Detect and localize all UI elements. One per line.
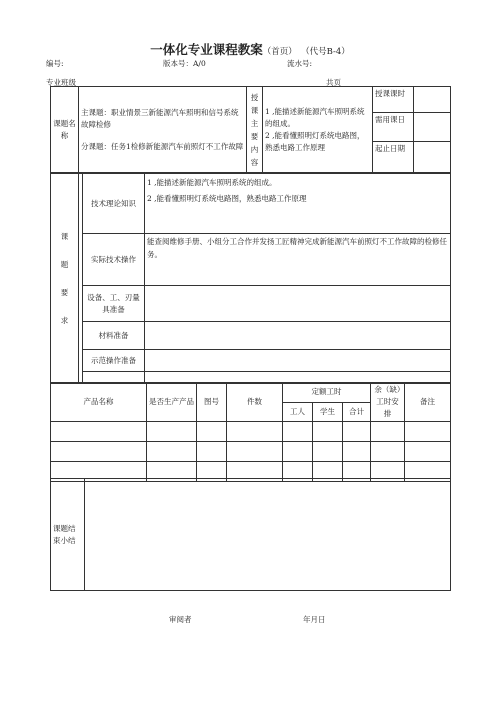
content-item-2: 2 ,能看懂照明灯系统电路图，熟悉电路工作原理 (265, 130, 365, 152)
remarks-header: 备注 (405, 383, 451, 422)
content-label: 授课主要内容 (247, 87, 263, 173)
class-label: 专业班级 (46, 78, 76, 87)
requirements-label (51, 174, 79, 384)
req-char-2: 题 (60, 259, 69, 269)
title-first-page: （首页） (262, 47, 297, 57)
student-header: 学生 (313, 402, 343, 422)
product-name-header: 产品名称 (51, 383, 147, 422)
quota-hours-header: 定额工时 (283, 383, 371, 403)
serial-label: 流水号: (287, 59, 313, 68)
requirements-table (50, 173, 451, 384)
duration-cell (373, 113, 451, 142)
total-header: 合计 (343, 402, 371, 422)
date-label: 年月日 (303, 615, 326, 624)
theory-item-2: 2 ,能看懂照明灯系统电路图，熟悉电路工作原理 (147, 194, 307, 203)
summary-value (85, 479, 451, 591)
req-char-1: 课 (60, 231, 69, 241)
page-count-label: 共页 (326, 78, 341, 87)
summary-label: 课题结束小结 (51, 479, 85, 591)
worker-header: 工人 (283, 402, 313, 422)
practice-text: 能查阅维修手册、小组分工合作并发扬工匠精神完成新能源汽车前照灯不工作故障的检修任务。 (145, 234, 451, 286)
duration-value (414, 113, 450, 141)
summary-table (50, 478, 451, 591)
version-label: 版本号：A/0 (163, 59, 206, 68)
topic-names-cell (79, 87, 247, 173)
title-main: 一体化专业课程教案 (150, 42, 263, 57)
deadline-label: 起止日期 (373, 142, 414, 172)
deadline-cell (373, 142, 451, 173)
demo-label: 示范操作准备 (83, 350, 145, 372)
main-topic: 主课题：职业情景三新能源汽车照明和信号系统故障检修 (81, 107, 239, 129)
theory-cell (145, 174, 451, 234)
deadline-value (414, 142, 450, 172)
theory-item-1: 1 ,能描述新能源汽车照明系统的组成。 (147, 178, 277, 187)
content-item-1: 1 ,能描述新能源汽车照明系统的组成。 (265, 106, 365, 128)
duration-label: 需用课日 (373, 113, 414, 141)
hours-label: 授课课时 (373, 87, 414, 112)
content-cell (263, 87, 373, 173)
equipment-label: 设备、工、刃量具准备 (83, 286, 145, 322)
demo-value (145, 350, 451, 372)
sub-topic: 分课题：任务1检修新能源汽车前照灯不工作故障 (81, 141, 244, 151)
topic-name-label: 课题名称 (51, 87, 79, 173)
number-label: 编号: (46, 59, 64, 68)
table-row (51, 442, 451, 462)
req-char-3: 要 (60, 287, 69, 297)
materials-value (145, 322, 451, 350)
drawing-no-header: 图号 (197, 383, 227, 422)
practice-label: 实际技术操作 (83, 234, 145, 286)
topic-table (50, 86, 451, 173)
production-table (50, 382, 451, 482)
req-char-4: 求 (60, 315, 69, 325)
title-code: （代号B-4） (301, 47, 350, 57)
equipment-value (145, 286, 451, 322)
is-production-header: 是否生产产品 (147, 383, 197, 422)
reviewer-label: 审阅者 (169, 615, 192, 624)
theory-label: 技术理论知识 (83, 174, 145, 234)
hours-cell (373, 87, 451, 113)
hours-value (414, 87, 450, 112)
materials-label: 材料准备 (83, 322, 145, 350)
table-row (51, 422, 451, 442)
quantity-header: 件数 (227, 383, 283, 422)
document-title (0, 40, 500, 58)
surplus-header: 余（缺）工时安排 (371, 383, 405, 422)
